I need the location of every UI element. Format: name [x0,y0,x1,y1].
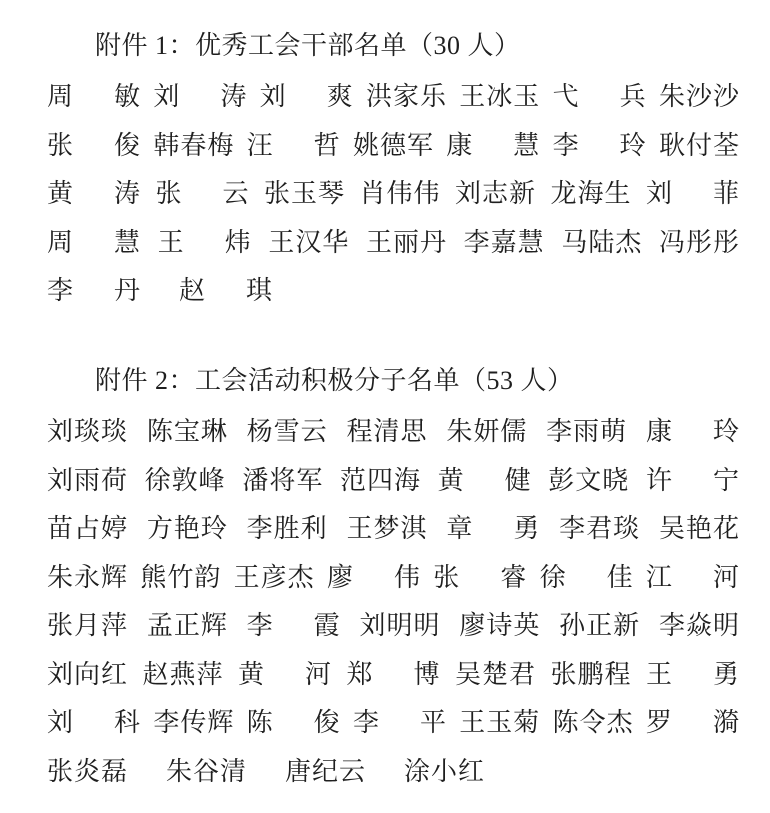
person-name: 王梦淇 [346,514,428,544]
person-name: 孙正新 [559,611,641,641]
person-name: 杨雪云 [246,417,328,447]
name-row [47,265,740,314]
person-name: 张月萍 [47,611,129,641]
person-name: 李雨萌 [546,417,628,447]
attachment-2-title: 附件 2：工会活动积极分子名单（53 人） [95,366,574,395]
person-name: 王冰玉 [459,82,541,112]
person-name: 廖诗英 [459,611,541,641]
name-row [47,71,740,120]
person-name: 陈令杰 [552,708,634,738]
person-name: 郑 博 [346,659,441,689]
person-name: 张炎磊 [47,756,129,786]
person-name: 刘向红 [47,659,129,689]
name-row [47,119,740,168]
person-name: 刘志新 [454,179,536,209]
person-name: 肖伟伟 [359,179,441,209]
person-name: 刘 菲 [645,179,740,209]
person-name: 徐敦峰 [144,465,226,495]
person-name: 张 睿 [433,562,528,592]
person-name: 张鹏程 [550,659,632,689]
person-name: 李传辉 [153,708,235,738]
name-row [47,454,740,503]
person-name: 程清思 [346,417,428,447]
person-name: 唐纪云 [285,756,367,786]
person-name: 刘 爽 [259,82,354,112]
person-name: 陈宝琳 [146,417,228,447]
person-name: 李焱明 [658,611,740,641]
person-name: 王 炜 [157,227,252,257]
person-name: 张 俊 [47,130,142,160]
name-row [47,406,740,455]
person-name: 李 平 [352,708,447,738]
attachment-1-title: 附件 1：优秀工会干部名单（30 人） [95,31,521,60]
person-name: 罗 漪 [645,708,740,738]
person-name: 江 河 [645,562,740,592]
person-name: 涂小红 [404,756,486,786]
person-name: 彭文晓 [548,465,630,495]
person-name: 汪 哲 [246,130,341,160]
person-name: 耿付荃 [658,130,740,160]
person-name: 吴艳花 [658,514,740,544]
person-name: 朱妍儒 [446,417,528,447]
section-attachment-1 [0,22,770,313]
person-name: 刘 涛 [153,82,248,112]
person-name: 徐 佳 [539,562,634,592]
attachment-2-name-list [0,406,770,794]
person-name: 方艳玲 [146,514,228,544]
person-name: 弋 兵 [552,82,647,112]
person-name: 刘雨荷 [47,465,129,495]
person-name: 朱永辉 [47,562,129,592]
person-name: 潘将军 [242,465,324,495]
name-row [47,600,740,649]
person-name: 陈 俊 [246,708,341,738]
person-name: 冯彤彤 [658,227,740,257]
person-name: 李嘉慧 [463,227,545,257]
section-attachment-2 [0,357,770,794]
name-row [47,216,740,265]
person-name: 李 霞 [246,611,341,641]
name-row [47,503,740,552]
person-name: 刘琰琰 [47,417,129,447]
name-row [47,648,740,697]
name-row [47,168,740,217]
person-name: 刘 科 [47,708,142,738]
person-name: 康 玲 [645,417,740,447]
person-name: 康 慧 [446,130,541,160]
person-name: 赵 琪 [179,276,274,306]
person-name: 朱谷清 [166,756,248,786]
person-name: 王汉华 [268,227,350,257]
person-name: 韩春梅 [153,130,235,160]
person-name: 刘明明 [359,611,441,641]
person-name: 姚德军 [352,130,434,160]
person-name: 朱沙沙 [658,82,740,112]
person-name: 黄 河 [237,659,332,689]
person-name: 章 勇 [446,514,541,544]
attachment-1-name-list [0,71,770,314]
person-name: 王丽丹 [366,227,448,257]
person-name: 马陆杰 [561,227,643,257]
person-name: 王 勇 [645,659,740,689]
person-name: 龙海生 [550,179,632,209]
name-row [47,697,740,746]
person-name: 王玉菊 [459,708,541,738]
person-name: 苗占婷 [47,514,129,544]
person-name: 周 敏 [47,82,142,112]
person-name: 孟正辉 [146,611,228,641]
person-name: 周 慧 [47,227,142,257]
person-name: 李君琰 [559,514,641,544]
person-name: 李 玲 [552,130,647,160]
person-name: 廖 伟 [326,562,421,592]
person-name: 张 云 [155,179,250,209]
person-name: 张玉琴 [264,179,346,209]
person-name: 黄 健 [437,465,532,495]
person-name: 吴楚君 [454,659,536,689]
person-name: 洪家乐 [365,82,447,112]
person-name: 李 丹 [47,276,142,306]
person-name: 赵燕萍 [142,659,224,689]
name-row [47,745,740,794]
name-row [47,551,740,600]
person-name: 黄 涛 [47,179,142,209]
person-name: 熊竹韵 [140,562,222,592]
person-name: 王彦杰 [233,562,315,592]
person-name: 李胜利 [246,514,328,544]
person-name: 许 宁 [645,465,740,495]
person-name: 范四海 [339,465,421,495]
